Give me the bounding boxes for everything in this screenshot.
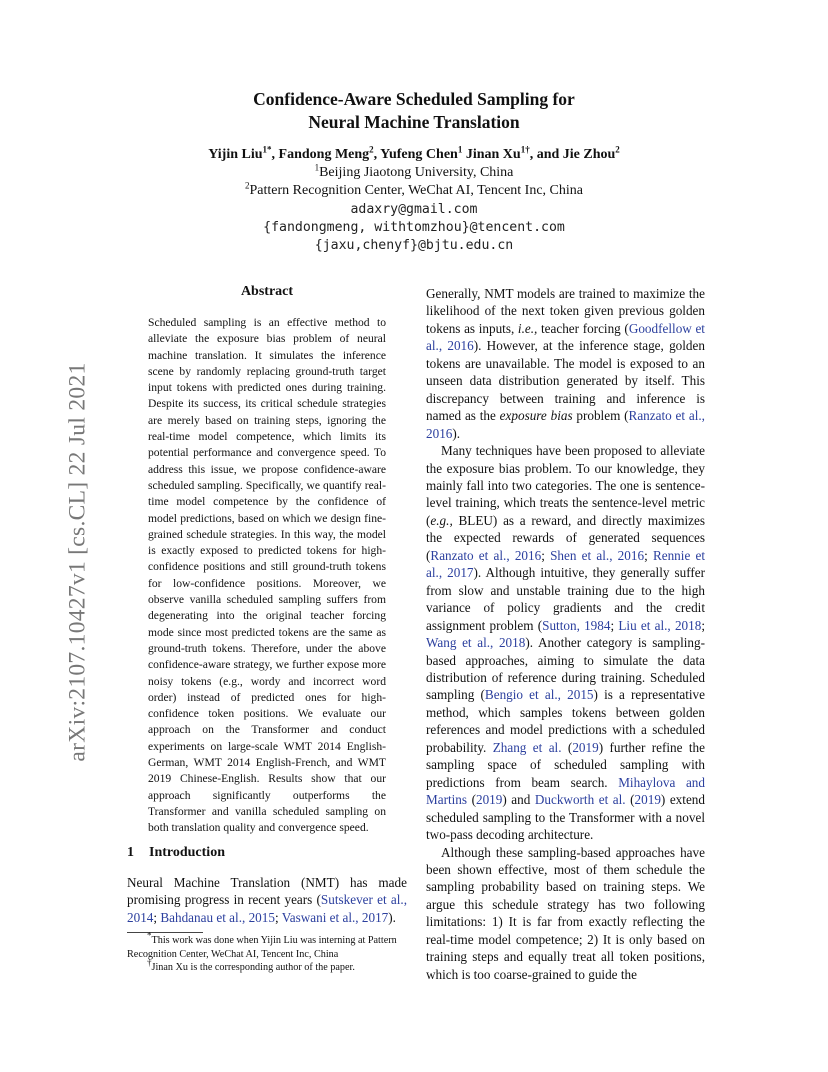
citation-link[interactable]: Zhang et al.: [492, 739, 562, 755]
body-text: Generally, NMT models are trained to maximize the likelihood of the next token given previous golden tokens as inputs,: [426, 286, 705, 336]
footnote-1: [127, 930, 407, 961]
body-text: ;: [153, 909, 161, 925]
author-mark: 2: [369, 144, 374, 155]
body-text-italic: exposure bias: [499, 408, 573, 424]
citation-link[interactable]: Mihaylova and Martins: [426, 774, 705, 808]
paragraph: [426, 844, 705, 984]
citation-link[interactable]: Sutskever et al., 2014: [127, 892, 407, 925]
body-text: ;: [610, 617, 619, 633]
footnotes: [127, 930, 407, 975]
body-text: teacher forcing (: [537, 320, 629, 336]
body-text: BLEU) as a reward, and directly maximizes the expected rewards of generated sequences (: [426, 512, 705, 563]
footnote-divider: [127, 932, 203, 933]
author-mark: 2: [615, 144, 620, 155]
title-line-1: Confidence-Aware Scheduled Sampling for: [253, 89, 575, 109]
body-text: ).: [452, 425, 461, 441]
citation-link[interactable]: Rennie et al., 2017: [426, 547, 706, 581]
affiliation-mark: 1: [314, 162, 320, 173]
body-text: Many techniques have been proposed to alleviate the exposure bias problem. To our knowledge, they mainly fall into two categories. The one is sentence-level training, which treats the sentence-level metric (: [426, 443, 705, 528]
citation-link[interactable]: Vaswani et al., 2017: [281, 909, 389, 925]
footnote-mark: *: [147, 930, 152, 941]
author-list: [0, 144, 828, 163]
footnote-mark: †: [147, 957, 152, 968]
citation-link[interactable]: Duckworth et al.: [534, 792, 626, 808]
author-name: , Yufeng Chen: [373, 147, 458, 162]
author-name: , and Jie Zhou: [529, 147, 616, 162]
body-text: ) further refine the sampling space of scheduled sampling with predictions from beam search.: [426, 739, 705, 790]
body-text: (: [467, 792, 476, 808]
body-text: ;: [274, 909, 282, 925]
citation-link[interactable]: 2019: [475, 792, 503, 808]
author-name: , Fandong Meng: [271, 147, 370, 162]
title-line-2: Neural Machine Translation: [308, 112, 520, 132]
citation-link[interactable]: Shen et al., 2016: [550, 547, 645, 563]
affiliation-text: Pattern Recognition Center, WeChat AI, Tencent Inc, China: [249, 183, 583, 198]
author-name: Jinan Xu: [462, 147, 521, 162]
email-line-2[interactable]: {fandongmeng, withtomzhou}@tencent.com: [263, 220, 565, 235]
body-text: ;: [701, 617, 705, 633]
paragraph: [426, 442, 705, 843]
section-title: Introduction: [149, 845, 225, 860]
affiliation-mark: 2: [244, 180, 250, 191]
body-text: Although these sampling-based approaches have been shown effective, most of them schedule the sampling probability based on training steps. We argue this schedule strategy has two following limitations: 1) It is far from exactly reflecting the real-time model competence; 2) It is only based on training steps and equally treat all token positions, which is too coarse-grained to guide the: [426, 844, 705, 982]
body-text: ). Another category is sampling-based approaches, aiming to simulate the data distribution of reference during training. Scheduled sampling (: [426, 635, 705, 703]
footnote-2: [127, 957, 407, 975]
body-text-italic: e.g.,: [430, 512, 453, 528]
body-text: ;: [541, 547, 551, 563]
body-text: ) is a representative method, which samples tokens between golden references and model predictions with a scheduled probability.: [426, 687, 705, 755]
citation-link[interactable]: Wang et al., 2018: [426, 635, 526, 651]
abstract-heading: Abstract: [240, 284, 294, 299]
body-text: ).: [388, 909, 396, 925]
citation-link[interactable]: Ranzato et al., 2016: [430, 547, 542, 563]
body-text-italic: i.e.,: [517, 320, 538, 336]
section-heading-introduction: [127, 845, 225, 861]
body-text: Neural Machine Translation (NMT) has made promising progress in recent years (: [127, 875, 407, 908]
citation-link[interactable]: Bengio et al., 2015: [484, 687, 594, 703]
author-mark: 1: [457, 144, 463, 155]
citation-link[interactable]: 2019: [572, 739, 599, 755]
body-text: (: [625, 792, 635, 808]
footnote-text: This work was done when Yijin Liu was interning at Pattern Recognition Center, WeChat AI, Tencent Inc, China: [127, 935, 397, 960]
email-line-1[interactable]: adaxry@gmail.com: [350, 202, 478, 217]
paper-title: [0, 88, 828, 134]
author-name: Yijin Liu: [208, 147, 263, 162]
body-text: ) extend scheduled sampling to the Transformer with a novel two-pass decoding architecture.: [426, 792, 705, 843]
body-text: ). However, at the inference stage, golden tokens are unavailable. The model is exposed to an unseen data distribution generated by itself. This discrepancy between training and inference is named as the: [426, 338, 705, 424]
body-text: problem (: [572, 408, 629, 424]
author-mark: 1*: [262, 144, 272, 155]
citation-link[interactable]: Goodfellow et al., 2016: [426, 320, 705, 354]
paragraph: [426, 285, 705, 442]
citation-link[interactable]: Ranzato et al., 2016: [426, 408, 705, 441]
affiliation-1: [0, 162, 828, 181]
citation-link[interactable]: 2019: [634, 792, 661, 808]
citation-link[interactable]: Sutton, 1984: [542, 617, 611, 633]
affiliation-text: Beijing Jiaotong University, China: [319, 165, 514, 180]
body-text: (: [561, 739, 573, 755]
introduction-paragraph: [127, 874, 407, 926]
affiliation-2: [0, 180, 828, 199]
body-text: ;: [644, 547, 653, 563]
section-number: 1: [127, 845, 134, 860]
footnote-text: Jinan Xu is the corresponding author of the paper.: [151, 962, 355, 973]
abstract-body: Scheduled sampling is an effective method to alleviate the exposure bias problem of neural machine translation. It simulates the inference scene by randomly replacing ground-truth target input tokens with predicted ones during training. Despite its success, its critical schedule strategies are merely based on training steps, ignoring the real-time model competence, which limits its potential performance and convergence speed. To address this issue, we propose confidence-aware scheduled sampling. Specifically, we quantify real-time model competence by the confidence of model predictions, based on which we design fine-grained schedule strategies. In this way, the model is exactly exposed to predicted tokens for high-confidence positions and still ground-truth tokens for low-confidence positions. Moreover, we observe vanilla scheduled sampling suffers from degenerating into the original teacher forcing mode since most predicted tokens are the same as ground-truth tokens. Therefore, under the above confidence-aware strategy, we further expose more noisy tokens (e.g., wordy and incorrect word order) instead of predicted ones for high-confidence token positions. We evaluate our approach on the Transformer and conduct experiments on large-scale WMT 2014 English-German, WMT 2014 English-French, and WMT 2019 Chinese-English. Results show that our approach significantly outperforms the Transformer and vanilla scheduled sampling on both translation quality and convergence speed.: [148, 316, 386, 835]
right-column-body: [426, 285, 705, 983]
body-text: ). Although intuitive, they generally suffer from slow and unstable training due to the high variance of policy gradients and the credit assignment problem (: [426, 565, 705, 633]
body-text: ) and: [502, 792, 535, 808]
email-line-3[interactable]: {jaxu,chenyf}@bjtu.edu.cn: [314, 238, 514, 253]
arxiv-identifier-stamp: arXiv:2107.10427v1 [cs.CL] 22 Jul 2021: [64, 362, 91, 762]
citation-link[interactable]: Liu et al., 2018: [618, 617, 702, 633]
citation-link[interactable]: Bahdanau et al., 2015: [160, 909, 275, 925]
author-mark: 1†: [520, 144, 530, 155]
